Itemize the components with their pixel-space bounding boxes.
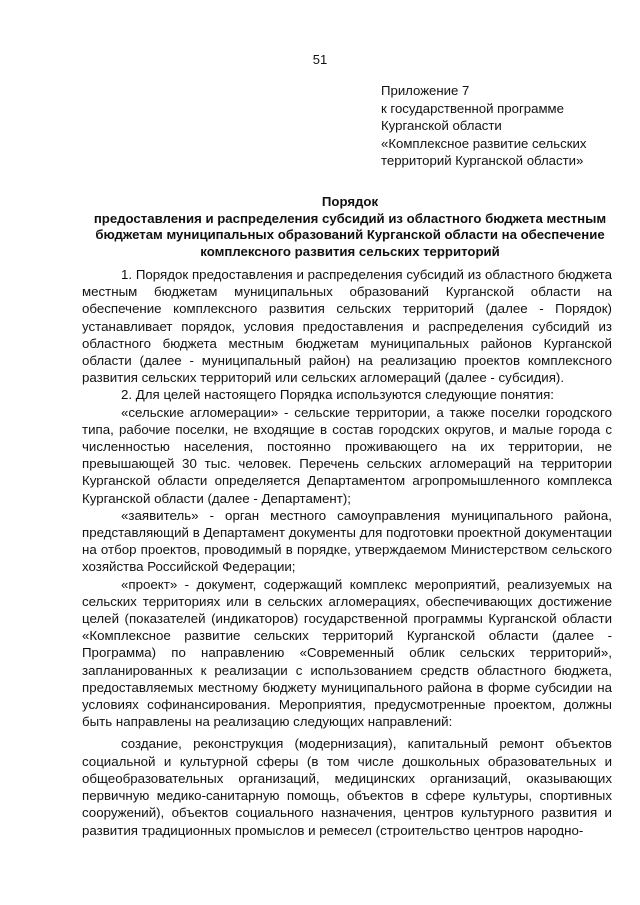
title-line: комплексного развития сельских территорий: [200, 243, 500, 259]
title-line: бюджетам муниципальных образований Курганской области на обеспечение: [95, 227, 605, 242]
paragraph-1: 1. Порядок предоставления и распределения субсидий из областного бюджета местным бюджетам муниципальных образований Курганской области на обеспечение комплексного развития сельских территорий (далее - Порядок) устанавливает порядок, условия предоставления и распределения субсидий из областного бюджета местным бюджетам муниципальных районов Курганской области (далее - муниципальный район) на реализацию проектов комплексного развития сельских территорий или сельских агломераций (далее - субсидия).: [82, 267, 612, 386]
definition-applicant: «заявитель» - орган местного самоуправления муниципального района, представляющий в Департамент документы для подготовки проектной документации на отбор проектов, проводимый в порядке, утверждаемом Министерством сельского хозяйства Российской Федерации;: [82, 507, 612, 575]
appendix-line: «Комплексное развитие сельских: [381, 135, 587, 151]
document-body: [82, 266, 612, 839]
definition-project: «проект» - документ, содержащий комплекс мероприятий, реализуемых на сельских территориях или в сельских агломерациях, обеспечивающих достижение целей (показателей (индикаторов) государственной программы Курганской области «Комплексное развитие сельских территорий Курганской области (далее - Программа) по направлению «Современный облик сельских территорий», запланированных к реализации с использованием средств областного бюджета, предоставляемых местному бюджету муниципального района в форме субсидии на условиях софинансирования. Мероприятия, предусмотренные проектом, должны быть направлены на реализацию следующих направлений:: [82, 576, 612, 730]
appendix-note: [381, 82, 631, 170]
appendix-line: Приложение 7: [381, 83, 470, 98]
title-heading: Порядок: [321, 194, 379, 209]
direction-item: создание, реконструкция (модернизация), капитальный ремонт объектов социальной и культурной сферы (в том числе дошкольных образовательных и общеобразовательных организаций, медицинских организаций, оказывающих первичную медико-санитарную помощь, объектов в сфере культуры, спортивных сооружений), объектов социального назначения, центров культурного развития и развития традиционных промыслов и ремесел (строительство центров народно-: [82, 736, 612, 838]
paragraph-2: 2. Для целей настоящего Порядка используются следующие понятия:: [121, 387, 554, 403]
appendix-line: территорий Курганской области»: [381, 153, 584, 168]
document-title: [70, 194, 630, 260]
title-line: предоставления и распределения субсидий из областного бюджета местным: [93, 210, 607, 226]
definition-rural-agglomerations: «сельские агломерации» - сельские территории, а также поселки городского типа, рабочие поселки, не входящие в состав городских округов, и малые города с численностью населения, постоянно проживающего на их территории, не превышающей 30 тыс. человек. Перечень сельских агломераций на территории Курганской области определяется Департаментом агропромышленного комплекса Курганской области (далее - Департамент);: [82, 404, 612, 506]
appendix-line: Курганской области: [381, 118, 502, 133]
appendix-line: к государственной программе: [381, 100, 564, 116]
page-number: 51: [312, 52, 328, 67]
